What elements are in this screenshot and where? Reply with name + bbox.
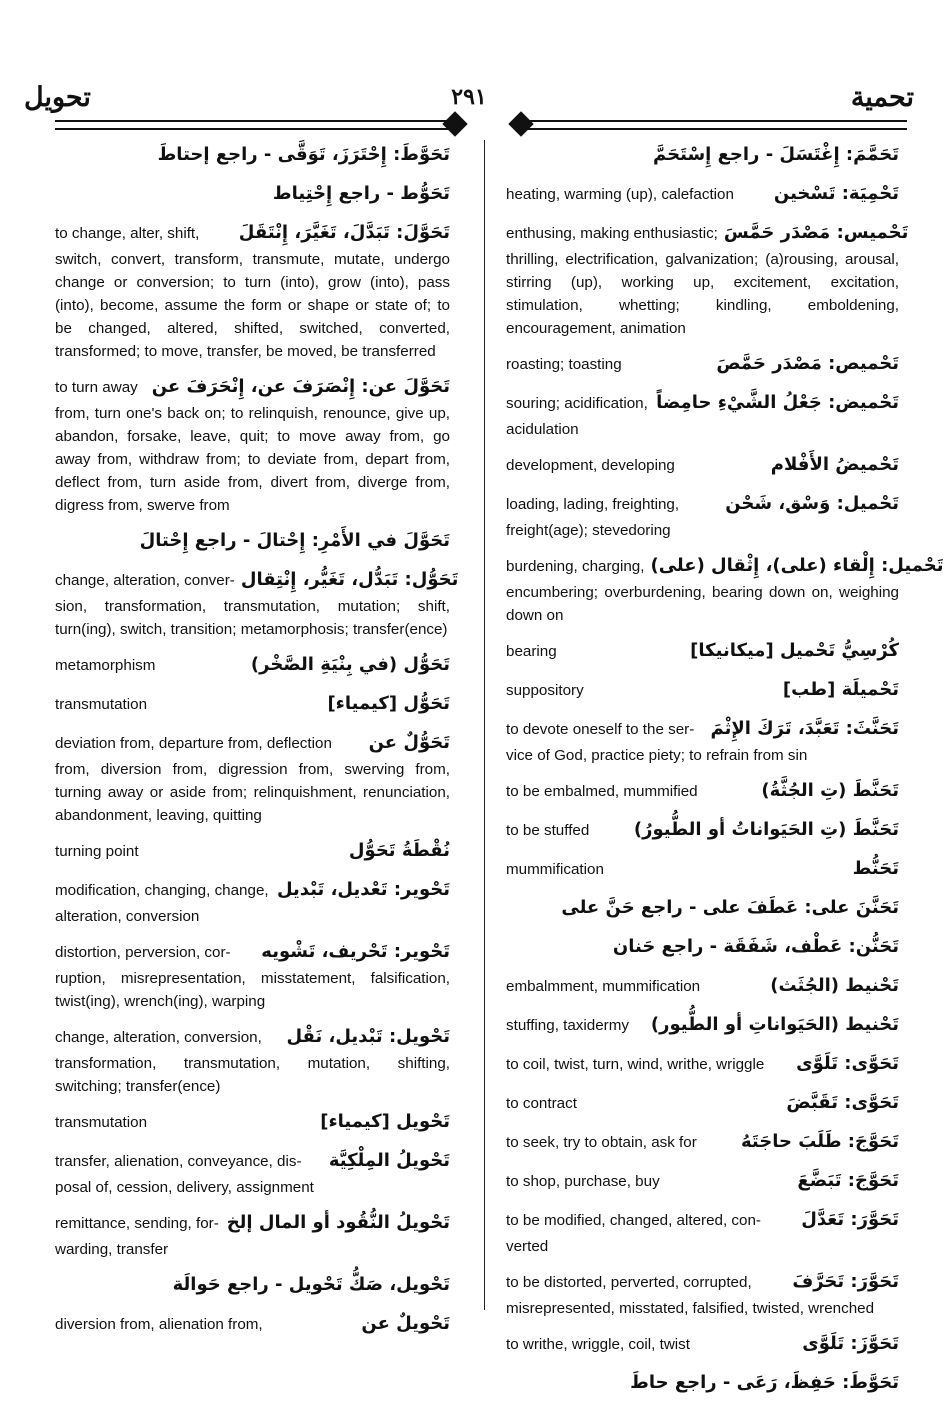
headword-arabic: تَحَنَّطَ (تِ الجُثَّةُ): [761, 780, 899, 801]
definition-english: enthusing, making enthusiastic;: [506, 225, 718, 242]
dictionary-entry: [506, 179, 899, 209]
definition-continuation: encumbering; overburdening, bearing down on, weighing down on: [506, 584, 899, 624]
definition-english: bearing: [506, 643, 557, 660]
header-rule-right: [520, 120, 907, 130]
dictionary-entry: [55, 1208, 450, 1261]
dictionary-entry: [55, 650, 450, 680]
headword-arabic: تَحَوَّرَ: تَعَدَّلَ: [801, 1209, 899, 1230]
dictionary-entry: [506, 218, 909, 340]
definition-continuation: verted: [506, 1238, 549, 1255]
headword-arabic: تَحْويل، صَكُّ تَحْويل - راجع حَوالَة: [172, 1274, 450, 1295]
definition-english: suppository: [506, 682, 584, 699]
headword-arabic: تَحَوُّل [كيمياء]: [327, 693, 450, 714]
headword-arabic: تَحَنُّن: عَطْف، شَفَقَة - راجع حَنان: [612, 936, 899, 957]
headword-arabic: تَحْويل [كيمياء]: [320, 1111, 450, 1132]
definition-continuation: warding, transfer: [55, 1241, 169, 1258]
dictionary-entry: [506, 636, 899, 666]
dictionary-entry: [55, 140, 450, 170]
headword-arabic: تَحَوَّرَ: تَحَرَّفَ: [792, 1271, 899, 1292]
headword-arabic: تَحَنُّط: [852, 858, 899, 879]
definition-english: mummification: [506, 861, 604, 878]
definition-english: distortion, perversion, cor-: [55, 944, 231, 961]
definition-english: turning point: [55, 843, 139, 860]
definition-continuation: from, diversion from, digression from, swerving from, turning away or aside from; relinquishment, renunciation, abandonment, leaving, quitting: [55, 761, 450, 824]
definition-english: remittance, sending, for-: [55, 1215, 219, 1232]
definition-continuation: transformation, transmutation, mutation, shifting, switching; transfer(ence): [55, 1055, 450, 1095]
headword-arabic: تَحَمَّمَ: إِغْتَسَلَ - راجع إِسْتَحَمَّ: [653, 144, 899, 165]
definition-continuation: posal of, cession, delivery, assignment: [55, 1179, 314, 1196]
definition-continuation: acidulation: [506, 421, 579, 438]
definition-english: stuffing, taxidermy: [506, 1017, 629, 1034]
dictionary-entry: [506, 489, 899, 542]
definition-english: to change, alter, shift,: [55, 225, 200, 242]
definition-english: to be embalmed, mummified: [506, 783, 698, 800]
definition-continuation: vice of God, practice piety; to refrain from sin: [506, 747, 808, 764]
dictionary-entry: [506, 776, 899, 806]
definition-english: to shop, purchase, buy: [506, 1173, 660, 1190]
headword-arabic: تَحْميص: مَصْدَر حَمَّصَ: [716, 353, 899, 374]
headword-arabic: تَحْويلٌ عن: [361, 1313, 450, 1334]
headword-arabic: تَحَنَّثَ: تَعَبَّدَ، تَرَكَ الإِثْمَ: [710, 718, 899, 739]
definition-english: metamorphism: [55, 657, 156, 674]
dictionary-entry: [506, 349, 899, 379]
headword-arabic: تَحْويلُ النُّقُود أو المال إلخ: [226, 1212, 450, 1233]
headword-arabic: تَحَنَّطَ (تِ الحَيَواناتُ أو الطُّيورُ): [633, 819, 899, 840]
dictionary-entry: [506, 1205, 899, 1258]
definition-english: to contract: [506, 1095, 577, 1112]
dictionary-entry: [506, 450, 899, 480]
definition-english: to writhe, wriggle, coil, twist: [506, 1336, 690, 1353]
definition-english: transmutation: [55, 1114, 148, 1131]
header-guide-word-right: تحمية: [850, 82, 914, 113]
dictionary-entry: [55, 1309, 450, 1339]
left-column: [55, 140, 459, 1348]
definition-english: to devote oneself to the ser-: [506, 721, 695, 738]
dictionary-entry: [55, 1270, 450, 1300]
dictionary-entry: [506, 815, 899, 845]
definition-english: heating, warming (up), calefaction: [506, 186, 734, 203]
definition-continuation: from, turn one's back on; to relinquish, renounce, give up, abandon, forsake, leave, quit; to move away from, go away from, withdraw from; to deviate from, depart from, deflect from, turn aside from, divert from, diverge from, digress from, swerve from: [55, 405, 450, 514]
definition-english: roasting; toasting: [506, 356, 622, 373]
headword-arabic: تَحَوَّلَ: تَبَدَّلَ، تَغَيَّرَ، إِنْتَقَلَ: [238, 222, 450, 243]
headword-arabic: تَحْميل: إِلْقاء (على)، إِثْقال (على): [650, 555, 944, 576]
definition-continuation: misrepresented, misstated, falsified, twisted, wrenched: [506, 1300, 875, 1317]
headword-arabic: تَحَوَّى: تَلَوَّى: [796, 1053, 899, 1074]
dictionary-entry: [55, 218, 450, 363]
headword-arabic: تَحْميس: مَصْدَر حَمَّسَ: [723, 222, 909, 243]
diamond-ornament-left: [442, 111, 467, 136]
dictionary-entry: [55, 875, 450, 928]
headword-arabic: تَحْنيط (الجُثَث): [770, 975, 899, 996]
definition-continuation: freight(age); stevedoring: [506, 522, 671, 539]
definition-english: burdening, charging,: [506, 558, 645, 575]
column-divider: [484, 140, 485, 1310]
definition-continuation: switch, convert, transform, transmute, mutate, undergo change or conversion; to turn (into), grow (into), pass (into), become, assume the form or shape or state of; to be changed, altered, shifted, switched, converted, transformed; to move, transfer, be moved, be transferred: [55, 251, 450, 360]
dictionary-entry: [506, 1166, 899, 1196]
dictionary-entry: [55, 565, 459, 641]
dictionary-entry: [506, 714, 899, 767]
dictionary-entry: [506, 1049, 899, 1079]
headword-arabic: تَحْوير: تَعْديل، تَبْديل: [276, 879, 450, 900]
dictionary-entry: [506, 932, 899, 962]
dictionary-entry: [506, 1127, 899, 1157]
headword-arabic: تَحَوَّجَ: طَلَبَ حاجَتَهُ: [740, 1131, 899, 1152]
headword-arabic: تَحْويل: تَبْديل، نَقْل: [286, 1026, 450, 1047]
definition-continuation: thrilling, electrification, galvanization; (a)rousing, arousal, stirring (up), working up, excitement, excitation, stimulation, whetting; kindling, emboldening, encouragement, animation: [506, 251, 899, 337]
definition-continuation: alteration, conversion: [55, 908, 200, 925]
dictionary-entry: [506, 1088, 899, 1118]
headword-arabic: تَحَوَّلَ عن: إِنْصَرَفَ عن، إِنْحَرَفَ عن: [151, 376, 450, 397]
definition-english: loading, lading, freighting,: [506, 496, 680, 513]
definition-english: to be stuffed: [506, 822, 590, 839]
dictionary-entry: [506, 1010, 899, 1040]
headword-arabic: تَحَوَّطَ: إِحْتَرَزَ، تَوَقَّى - راجع إحتاطَ: [157, 144, 450, 165]
headword-arabic: نُقْطَةُ تَحَوُّل: [348, 840, 450, 861]
dictionary-entry: [506, 971, 899, 1001]
dictionary-entry: [506, 675, 899, 705]
definition-english: development, developing: [506, 457, 675, 474]
dictionary-entry: [55, 1146, 450, 1199]
definition-english: transfer, alienation, conveyance, dis-: [55, 1153, 302, 1170]
dictionary-entry: [55, 728, 450, 827]
definition-english: change, alteration, conver-: [55, 572, 235, 589]
dictionary-entry: [506, 854, 899, 884]
header-rule-left: [55, 120, 453, 130]
definition-english: to coil, twist, turn, wind, writhe, wriggle: [506, 1056, 765, 1073]
definition-english: transmutation: [55, 696, 148, 713]
definition-continuation: ruption, misrepresentation, misstatement, falsification, twist(ing), wrench(ing), warping: [55, 970, 450, 1010]
dictionary-entry: [506, 140, 899, 170]
headword-arabic: تَحْميض: جَعْلُ الشَّيْءِ حامِضاً: [656, 392, 899, 413]
dictionary-entry: [55, 937, 450, 1013]
page-number: ٢٩١: [451, 84, 487, 110]
headword-arabic: تَحْميل: وَسْق، شَحْن: [725, 493, 899, 514]
headword-arabic: تَحْويلُ المِلْكِيَّة: [328, 1150, 450, 1171]
headword-arabic: تَحَوَّى: تَقَبَّضَ: [786, 1092, 899, 1113]
headword-arabic: تَحَوَّزَ: تَلَوَّى: [802, 1333, 899, 1354]
headword-arabic: تَحْوير: تَحْريف، تَشْويه: [261, 941, 450, 962]
definition-english: to be modified, changed, altered, con-: [506, 1212, 761, 1229]
header-guide-word-left: تحويل: [24, 82, 91, 113]
headword-arabic: تَحْنيط (الحَيَواناتِ أو الطُّيور): [650, 1014, 899, 1035]
definition-english: embalmment, mummification: [506, 978, 701, 995]
definition-continuation: sion, transformation, transmutation, mutation; shift, turn(ing), switch, transition; metamorphosis; transfer(ence): [55, 598, 450, 638]
headword-arabic: تَحَوُّل: تَبَدُّل، تَغَيُّر، إِنْتِقال: [240, 569, 459, 590]
dictionary-entry: [506, 551, 944, 627]
headword-arabic: تَحَوَّلَ في الأَمْرِ: إِحْتالَ - راجع إِحْتالَ: [139, 530, 450, 551]
headword-arabic: تَحَوُّل (في بِنْيَةِ الصَّخْر): [250, 654, 450, 675]
dictionary-entry: [55, 689, 450, 719]
definition-english: diversion from, alienation from,: [55, 1316, 263, 1333]
headword-arabic: تَحَوَّجَ: تَبَضَّعَ: [797, 1170, 899, 1191]
definition-english: souring; acidification,: [506, 395, 648, 412]
headword-arabic: تَحَنَّنَ على: عَطَفَ على - راجع حَنَّ على: [561, 897, 899, 918]
headword-arabic: تَحَوَّطَ: حَفِظَ، رَعَى - راجع حاطَ: [630, 1372, 899, 1393]
headword-arabic: كُرْسِيُّ تَحْميل [ميكانيكا]: [690, 640, 899, 661]
dictionary-entry: [506, 388, 899, 441]
dictionary-entry: [506, 1329, 899, 1359]
dictionary-entry: [55, 526, 450, 556]
definition-english: to be distorted, perverted, corrupted,: [506, 1274, 752, 1291]
headword-arabic: تَحْميلَة [طب]: [782, 679, 899, 700]
headword-arabic: تَحْمِيَة: تَسْخين: [773, 183, 899, 204]
dictionary-entry: [55, 836, 450, 866]
dictionary-entry: [506, 1267, 899, 1320]
definition-english: deviation from, departure from, deflection: [55, 735, 332, 752]
definition-english: change, alteration, conversion,: [55, 1029, 262, 1046]
headword-arabic: تَحَوُّلٌ عن: [368, 732, 450, 753]
headword-arabic: تَحْميضُ الأَفْلام: [770, 454, 899, 475]
dictionary-entry: [55, 372, 450, 517]
dictionary-entry: [55, 1022, 450, 1098]
dictionary-entry: [55, 179, 450, 209]
dictionary-entry: [55, 1107, 450, 1137]
dictionary-entry: [506, 893, 899, 923]
right-column: [506, 140, 944, 1407]
dictionary-entry: [506, 1368, 899, 1398]
definition-english: to turn away: [55, 379, 138, 396]
definition-english: modification, changing, change,: [55, 882, 269, 899]
definition-english: to seek, try to obtain, ask for: [506, 1134, 697, 1151]
headword-arabic: تَحَوُّط - راجع إِحْتِياط: [272, 183, 450, 204]
